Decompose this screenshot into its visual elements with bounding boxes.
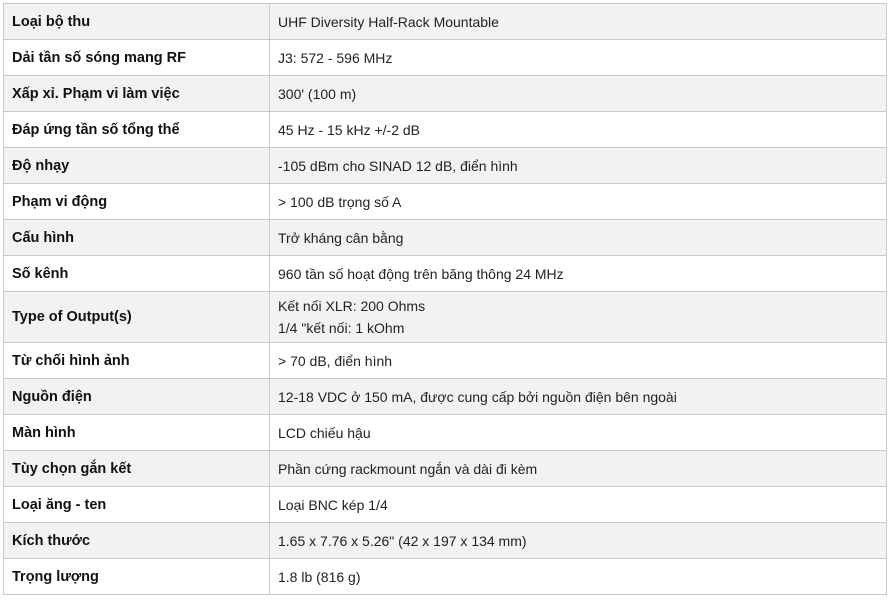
table-row — [4, 148, 887, 184]
table-row — [4, 184, 887, 220]
spec-table-body — [4, 4, 887, 595]
spec-value: Phần cứng rackmount ngắn và dài đi kèm — [270, 451, 887, 487]
spec-value: J3: 572 - 596 MHz — [270, 40, 887, 76]
spec-label: Loại bộ thu — [4, 4, 270, 40]
spec-label: Dải tần số sóng mang RF — [4, 40, 270, 76]
table-row — [4, 487, 887, 523]
spec-label: Xấp xỉ. Phạm vi làm việc — [4, 76, 270, 112]
spec-label: Loại ăng - ten — [4, 487, 270, 523]
spec-table — [3, 3, 887, 595]
spec-label: Type of Output(s) — [4, 292, 270, 343]
spec-label: Nguồn điện — [4, 379, 270, 415]
spec-label: Đáp ứng tần số tổng thể — [4, 112, 270, 148]
spec-value: UHF Diversity Half-Rack Mountable — [270, 4, 887, 40]
table-row — [4, 256, 887, 292]
spec-value: LCD chiếu hậu — [270, 415, 887, 451]
table-row — [4, 379, 887, 415]
spec-label: Từ chối hình ảnh — [4, 343, 270, 379]
spec-value: 960 tần số hoạt động trên băng thông 24 MHz — [270, 256, 887, 292]
spec-label: Kích thước — [4, 523, 270, 559]
spec-value-line: 1/4 "kết nối: 1 kOhm — [278, 320, 405, 336]
table-row — [4, 559, 887, 595]
spec-value: 45 Hz - 15 kHz +/-2 dB — [270, 112, 887, 148]
spec-label: Số kênh — [4, 256, 270, 292]
table-row — [4, 415, 887, 451]
table-row — [4, 292, 887, 343]
spec-value: 1.8 lb (816 g) — [270, 559, 887, 595]
spec-label: Màn hình — [4, 415, 270, 451]
table-row — [4, 4, 887, 40]
spec-label: Độ nhạy — [4, 148, 270, 184]
spec-label: Phạm vi động — [4, 184, 270, 220]
table-row — [4, 523, 887, 559]
spec-value-multiline — [270, 292, 887, 343]
table-row — [4, 40, 887, 76]
spec-value: 1.65 x 7.76 x 5.26" (42 x 197 x 134 mm) — [270, 523, 887, 559]
spec-label: Trọng lượng — [4, 559, 270, 595]
table-row — [4, 220, 887, 256]
spec-value: -105 dBm cho SINAD 12 dB, điển hình — [270, 148, 887, 184]
spec-value: Loại BNC kép 1/4 — [270, 487, 887, 523]
spec-value-line: Kết nối XLR: 200 Ohms — [278, 298, 426, 314]
spec-value: > 100 dB trọng số A — [270, 184, 887, 220]
spec-value: Trở kháng cân bằng — [270, 220, 887, 256]
spec-label: Cấu hình — [4, 220, 270, 256]
table-row — [4, 343, 887, 379]
table-row — [4, 451, 887, 487]
spec-value: 12-18 VDC ở 150 mA, được cung cấp bởi nguồn điện bên ngoài — [270, 379, 887, 415]
table-row — [4, 112, 887, 148]
spec-value: 300' (100 m) — [270, 76, 887, 112]
spec-label: Tùy chọn gắn kết — [4, 451, 270, 487]
table-row — [4, 76, 887, 112]
spec-value: > 70 dB, điển hình — [270, 343, 887, 379]
